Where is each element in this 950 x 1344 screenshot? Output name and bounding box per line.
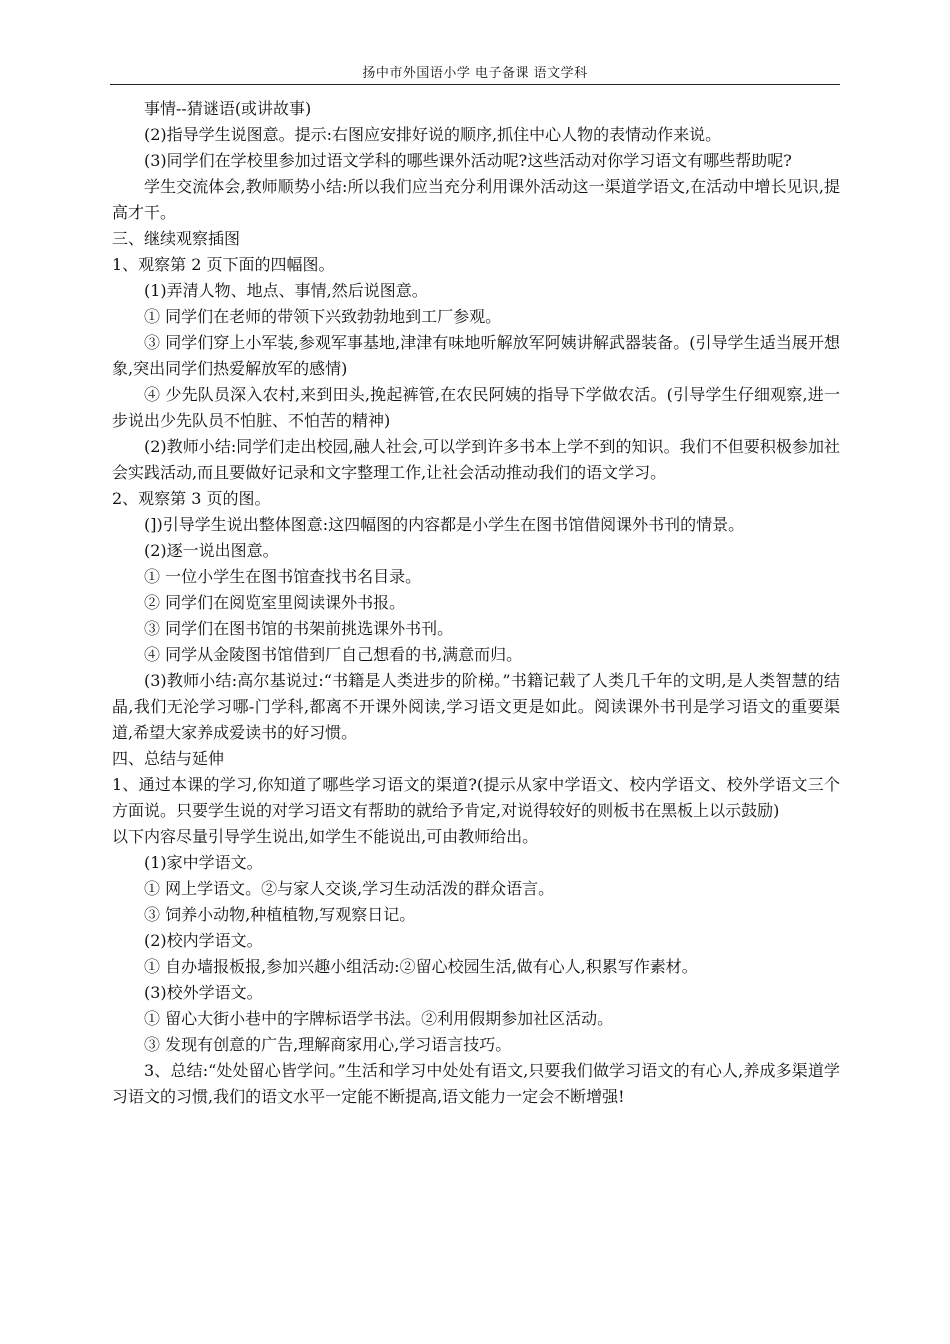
paragraph: (3)同学们在学校里参加过语文学科的哪些课外活动呢?这些活动对你学习语文有哪些帮助呢? — [144, 151, 792, 170]
paragraph: ① 留心大街小巷中的字牌标语学书法。②利用假期参加社区活动。 — [144, 1009, 614, 1028]
page-header: 扬中市外国语小学 电子备课 语文学科 — [362, 66, 588, 81]
paragraph: 2、观察第 3 页的图。 — [112, 489, 271, 508]
paragraph: 四、总结与延伸 — [112, 749, 225, 768]
paragraph: 三、继续观察插图 — [112, 229, 241, 248]
paragraph: ① 自办墙报板报,参加兴趣小组活动:②留心校园生活,做有心人,积累写作素材。 — [144, 957, 698, 976]
paragraph: ① 网上学语文。②与家人交谈,学习生动活泼的群众语言。 — [144, 879, 555, 898]
paragraph: ③ 同学们穿上小军装,参观军事基地,津津有味地听解放军阿姨讲解武器装备。(引导学生适当展开想象,突出同学们热爱解放军的感情) — [112, 333, 840, 378]
paragraph: (2)教师小结:同学们走出校园,融人社会,可以学到许多书本上学不到的知识。我们不但要积极参加社会实践活动,而且要做好记录和文字整理工作,让社会活动推动我们的语文学习。 — [112, 437, 840, 482]
paragraph: (3)校外学语文。 — [144, 983, 263, 1002]
paragraph: 学生交流体会,教师顺势小结:所以我们应当充分利用课外活动这一渠道学语文,在活动中增长见识,提高才干。 — [112, 177, 840, 222]
header-divider — [110, 84, 840, 85]
paragraph: ① 一位小学生在图书馆查找书名目录。 — [144, 567, 422, 586]
paragraph: ④ 同学从金陵图书馆借到厂自己想看的书,满意而归。 — [144, 645, 523, 664]
paragraph: ④ 少先队员深入农村,来到田头,挽起裤管,在农民阿姨的指导下学做农活。(引导学生仔细观察,进一步说出少先队员不怕脏、不怕苦的精神) — [112, 385, 840, 430]
paragraph: (1)家中学语文。 — [144, 853, 263, 872]
paragraph: 事情--猜谜语(或讲故事) — [144, 99, 312, 118]
paragraph: ① 同学们在老师的带领下兴致勃勃地到工厂参观。 — [144, 307, 502, 326]
paragraph: ② 同学们在阅览室里阅读课外书报。 — [144, 593, 406, 612]
paragraph: ③ 同学们在图书馆的书架前挑选课外书刊。 — [144, 619, 454, 638]
paragraph: 以下内容尽量引导学生说出,如学生不能说出,可由教师给出。 — [112, 827, 539, 846]
document-body — [112, 96, 840, 1110]
paragraph: (2)指导学生说图意。提示:右图应安排好说的顺序,抓住中心人物的表情动作来说。 — [144, 125, 722, 144]
paragraph: (3)教师小结:高尔基说过:“书籍是人类进步的阶梯。”书籍记载了人类几千年的文明,是人类智慧的结晶,我们无沦学习哪-门学科,都离不开课外阅读,学习语文更是如此。阅读课外书刊是学习语文的重要渠道,希望大家养成爱读书的好习惯。 — [112, 671, 840, 742]
paragraph: (2)逐一说出图意。 — [144, 541, 279, 560]
paragraph: (1)弄清人物、地点、事情,然后说图意。 — [144, 281, 428, 300]
paragraph: 1、通过本课的学习,你知道了哪些学习语文的渠道?(提示从家中学语文、校内学语文、校外学语文三个方面说。只要学生说的对学习语文有帮助的就给予肯定,对说得较好的则板书在黑板上以示鼓励) — [112, 775, 840, 820]
paragraph: ③ 饲养小动物,种植植物,写观察日记。 — [144, 905, 416, 924]
paragraph: 1、观察第 2 页下面的四幅图。 — [112, 255, 335, 274]
paragraph: (2)校内学语文。 — [144, 931, 263, 950]
paragraph: 3、总结:“处处留心皆学问。”生活和学习中处处有语文,只要我们做学习语文的有心人,养成多渠道学习语文的习惯,我们的语文水平一定能不断提高,语文能力一定会不断增强! — [112, 1061, 840, 1106]
paragraph: ③ 发现有创意的广告,理解商家用心,学习语言技巧。 — [144, 1035, 512, 1054]
paragraph: (])引导学生说出整体图意:这四幅图的内容都是小学生在图书馆借阅课外书刊的情景。 — [144, 515, 745, 534]
